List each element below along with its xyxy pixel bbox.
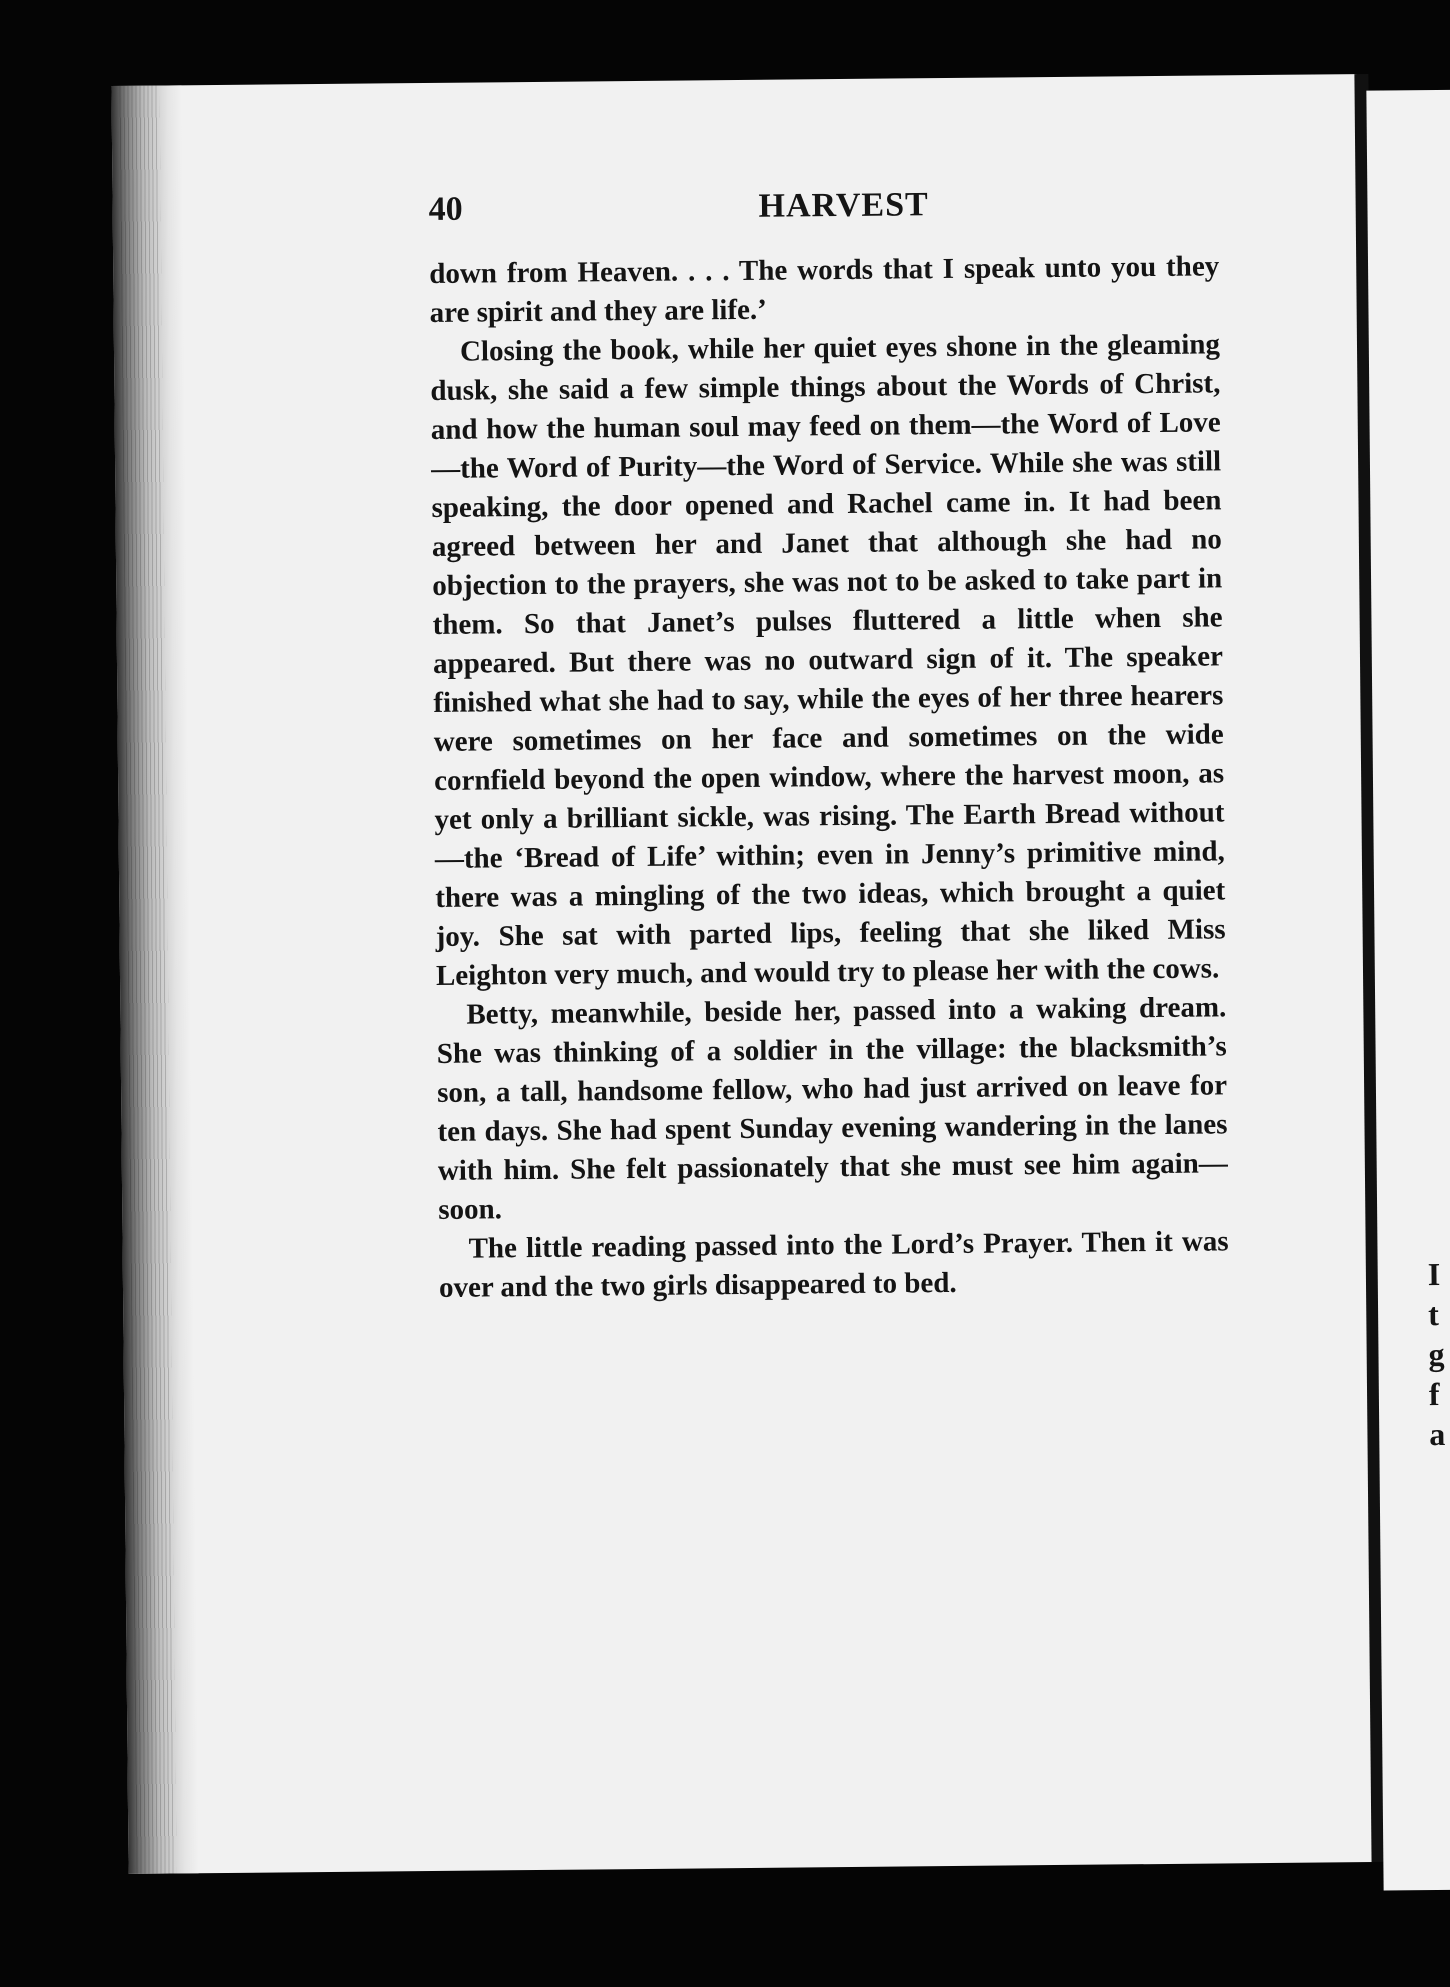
- facing-page-letters: [1428, 1254, 1446, 1454]
- facing-letter: I: [1427, 1255, 1441, 1293]
- book-page: [111, 74, 1373, 1874]
- facing-letter: a: [1429, 1415, 1446, 1453]
- text-block: [429, 247, 1229, 1308]
- paragraph-2: Closing the book, while her quiet eyes shone in the gleaming dusk, she said a few simple things about the Words of Christ, and how the human soul may feed on them—the Word of Love—the Word of Purity—the Word of Service. While she was still speaking, the door opened and Rachel came in. It had been agreed between her and Janet that although she had no objection to the prayers, she was not to be asked to take part in them. So that Janet’s pulses fluttered a little when she appeared. But there was no outward sign of it. The speaker finished what she had to say, while the eyes of her three hearers were sometimes on her face and sometimes on the wide cornfield beyond the open window, where the harvest moon, as yet only a brilliant sickle, was rising. The Earth Bread without—the ‘Bread of Life’ within; even in Jenny’s primitive mind, there was a mingling of the two ideas, which brought a quiet joy. She sat with parted lips, feeling that she liked Miss Leighton very much, and would try to please her with the cows.: [430, 328, 1226, 992]
- page-number: 40: [428, 190, 463, 228]
- facing-letter: t: [1427, 1295, 1439, 1333]
- running-title: HARVEST: [758, 186, 929, 225]
- paragraph-3: Betty, meanwhile, beside her, passed into a waking dream. She was thinking of a soldier in the village: the blacksmith’s son, a tall, handsome fellow, who had just arrived on leave for ten days. She had spent Sunday evening wandering in the lanes with him. She felt passionately that she must see him again—soon.: [436, 991, 1228, 1226]
- paragraph-1: down from Heaven. . . . The words that I speak unto you they are spirit and they are life.’: [429, 250, 1220, 329]
- paragraph-4: The little reading passed into the Lord’s Prayer. Then it was over and the two girls disappeared to bed.: [438, 1225, 1229, 1304]
- facing-letter: f: [1428, 1375, 1440, 1413]
- facing-letter: g: [1428, 1335, 1445, 1373]
- running-head: [428, 183, 1218, 241]
